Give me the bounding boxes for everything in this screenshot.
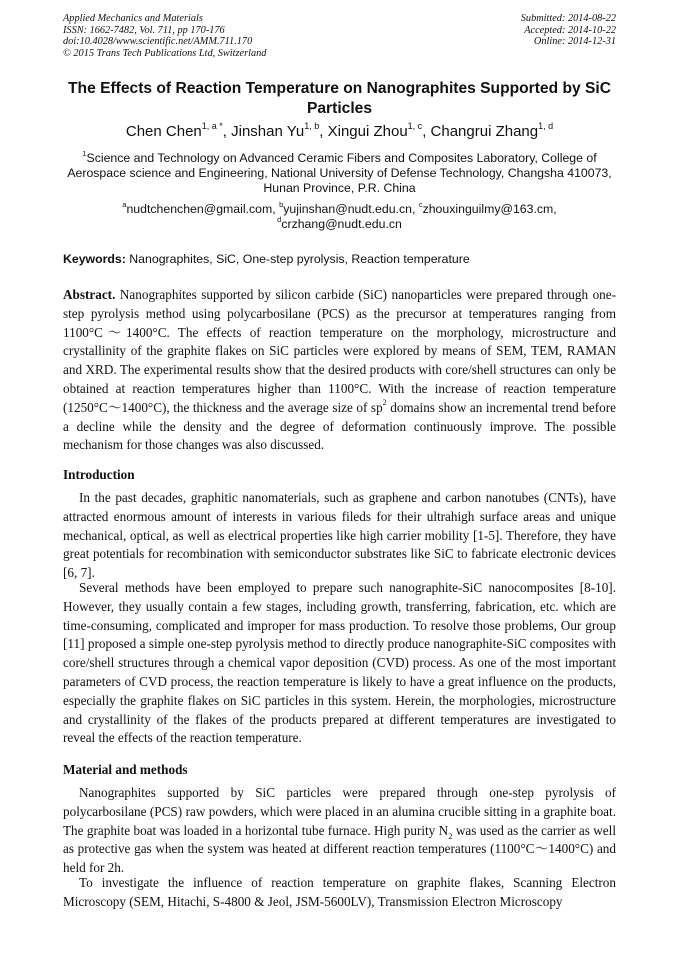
online-date: Online: 2014-12-31 [533, 36, 616, 48]
introduction-heading: Introduction [63, 467, 135, 482]
author: Changrui Zhang$^{1, d}$ [430, 121, 554, 140]
email-address[interactable]: $^b$yujinshan@nudt.edu.cn [279, 199, 412, 216]
dates-header [521, 13, 616, 48]
keywords-label: Keywords: [63, 252, 126, 266]
methods-paragraph-1: Nanographites supported by SiC particles were prepared through one-step pyrolysis of polycarbosilane (PCS) raw powders, which were placed in an alumina crucible sitting in a graphite boat. The graphite boat was loaded in a horizontal tube furnace. High purity $N_2$ was used as the carrier as well as protective gas when the system was heated at different reaction temperatures (1100°C～1400°C) and held for 2h. [63, 785, 616, 876]
introduction-paragraph-1: In the past decades, graphitic nanomaterials, such as graphene and carbon nanotubes (CNTs), have attracted enormous amount of interests in various fileds for their ultrahigh surface areas and unique mechanical, optical, as well as electrical properties like high carrier mobility [1-5]. Therefore, they have great potentials for recombination with semiconductor substrates like SiC to fabricate electronic devices [6, 7]. [63, 490, 616, 581]
author: Xingui Zhou$^{1, c}$, [327, 121, 431, 140]
introduction-paragraph-2: Several methods have been employed to prepare such nanographite-SiC nanocomposites [8-10]. However, they usually contain a few stages, including growth, transferring, fabrication, etc. which are time-consuming, complicated and improper for mass production. To resolve those problems, Our group [11] proposed a simple one-step pyrolysis method to directly produce nanographite-SiC composites with core/shell structures through a chemical vapor deposition (CVD) process. As one of the most important parameters of CVD process, the reaction temperature is likely to have a great influence on the products, especially the graphite flakes on SiC particles in this system. Herein, the morphologies, microstructure and crystallinity of the flakes of the products prepared at different temperatures are investigated to reveal the effects of the reaction temperature. [63, 580, 616, 746]
methods-heading: Material and methods [63, 762, 188, 777]
paper-title: The Effects of Reaction Temperature on Nanographites Supported by SiC Particles [68, 80, 611, 117]
email-list: $^a$nudtchenchen@gmail.com, $^b$yujinshan@nudt.edu.cn, $^c$zhouxinguilmy@163.cm, $^d$crzhang@nudt.edu.cn [122, 199, 557, 231]
abstract: Abstract. Nanographites supported by silicon carbide (SiC) nanoparticles were prepared through one-step pyrolysis method using polycarbosilane (PCS) as the precursor at temperatures ranging from 1100°C～1400°C. The effects of reaction temperature on the morphology, microstructure and crystallinity of the graphite flakes on SiC particles were explored by means of SEM, TEM, RAMAN and XRD. The experimental results show that the desired products with core/shell structures can only be obtained at reaction temperatures higher than 1100°C. With the increase of reaction temperature (1250°C～1400°C), the thickness and the average size of $sp^2$ domains show an incremental trend before a decline while the density and the degree of deformation continuously improve. The possible mechanism for those changes was also discussed. [63, 287, 616, 453]
methods-paragraph-2: To investigate the influence of reaction temperature on graphite flakes, Scanning Electron Microscopy (SEM, Hitachi, S-4800 & Jeol, JSM-5600LV), Transmission Electron Microscopy [63, 875, 616, 909]
email-address[interactable]: $^d$crzhang@nudt.edu.cn [277, 214, 402, 231]
journal-doi: doi:10.4028/www.scientific.net/AMM.711.170 [63, 36, 253, 48]
abstract-label: Abstract. [63, 287, 116, 302]
keywords [63, 251, 616, 267]
affiliation: $^1$Science and Technology on Advanced Ceramic Fibers and Composites Laboratory, College of Aerospace science and Engineering, National University of Defense Technology, Changsha 410073, Hunan Province, P.R. China [67, 148, 612, 196]
author-list [63, 122, 616, 142]
journal-issn: ISSN: 1662-7482, Vol. 711, pp 170-176 [63, 24, 225, 36]
journal-name: Applied Mechanics and Materials [63, 13, 203, 24]
author: Chen Chen$^{1, a *}$, [125, 121, 232, 140]
journal-header [63, 13, 266, 59]
author: Jinshan Yu$^{1, b}$, [231, 121, 328, 140]
journal-copyright: © 2015 Trans Tech Publications Ltd, Switzerland [63, 47, 267, 59]
accepted-date: Accepted: 2014-10-22 [524, 24, 616, 36]
email-address[interactable]: $^a$nudtchenchen@gmail.com [122, 199, 273, 216]
keywords-text: Nanographites, SiC, One-step pyrolysis, Reaction temperature [129, 252, 470, 266]
submitted-date: Submitted: 2014-08-22 [520, 13, 616, 24]
email-address[interactable]: $^c$zhouxinguilmy@163.cm [418, 199, 554, 216]
